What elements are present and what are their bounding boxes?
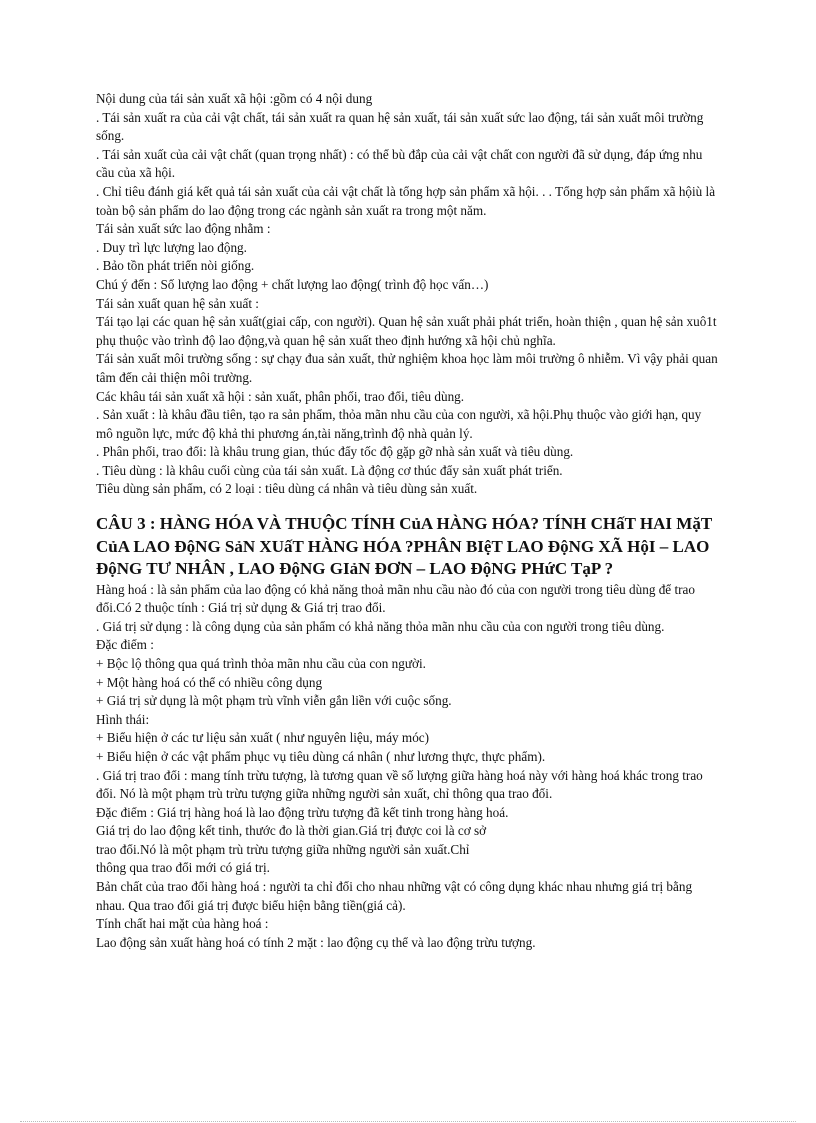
paragraph: . Bảo tồn phát triển nòi giống.	[96, 258, 255, 274]
paragraph: Hàng hoá : là sản phẩm của lao động có khả năng thoả mãn nhu cầu nào đó của con người trong tiêu dùng để trao đổi.Có 2 thuộc tính : Giá trị sử dụng & Giá trị trao đổi.	[96, 581, 695, 616]
paragraph: + Một hàng hoá có thể có nhiều công dụng	[96, 674, 323, 690]
paragraph: . Chỉ tiêu đánh giá kết quả tái sản xuất của cải vật chất là tổng hợp sản phẩm xã hội. . . Tổng hợp sản phẩm xã hộiù là toàn bộ sản phẩm do lao động trong các ngành sản xuất ra trong một năm.	[96, 183, 716, 218]
paragraph: Tái sản xuất quan hệ sản xuất :	[96, 295, 259, 311]
paragraph: Giá trị do lao động kết tinh, thước đo là thời gian.Giá trị được coi là cơ sở	[96, 823, 487, 839]
paragraph: trao đổi.Nó là một phạm trù trừu tượng giữa những người sản xuất.Chỉ	[96, 841, 470, 857]
paragraph: Các khâu tái sản xuất xã hội : sản xuất, phân phối, trao đổi, tiêu dùng.	[96, 388, 465, 404]
paragraph: Bản chất của trao đổi hàng hoá : người ta chỉ đổi cho nhau những vật có công dụng khác nhau nhưng giá trị bằng nhau. Qua trao đổi giá trị được biểu hiện bằng tiền(giá cả).	[96, 879, 693, 913]
paragraph: Đặc điểm :	[96, 637, 154, 653]
section-reproduction	[96, 90, 720, 499]
spacer	[96, 499, 720, 513]
paragraph: + Biểu hiện ở các vật phẩm phục vụ tiêu dùng cá nhân ( như lương thực, thực phẩm).	[96, 748, 546, 764]
section-commodity	[96, 581, 720, 953]
paragraph: + Giá trị sử dụng là một phạm trù vĩnh viễn gắn liền với cuộc sống.	[96, 693, 452, 709]
paragraph: Tái sản xuất môi trường sống : sự chạy đua sản xuất, thử nghiệm khoa học làm môi trường ô nhiễm. Vì vậy phải quan tâm đến cải thiện môi trường.	[96, 351, 718, 385]
paragraph: Đặc điểm : Giá trị hàng hoá là lao động trừu tượng đã kết tinh trong hàng hoá.	[96, 804, 509, 820]
paragraph: thông qua trao đổi mới có giá trị.	[96, 860, 270, 876]
paragraph: Hình thái:	[96, 711, 150, 727]
paragraph: Tái sản xuất sức lao động nhằm :	[96, 221, 271, 237]
paragraph: . Tái sản xuất của cải vật chất (quan trọng nhất) : có thể bù đắp của cải vật chất con người đã sử dụng, đáp ứng nhu cầu của xã hội.	[96, 146, 703, 181]
paragraph: + Bộc lộ thông qua quá trình thỏa mãn nhu cầu của con người.	[96, 655, 426, 671]
paragraph: . Giá trị sử dụng : là công dụng của sản phẩm có khả năng thỏa mãn nhu cầu của con người trong tiêu dùng.	[96, 618, 665, 634]
paragraph: . Duy trì lực lượng lao động.	[96, 239, 247, 255]
paragraph: . Giá trị trao đổi : mang tính trừu tượng, là tương quan về số lượng giữa hàng hoá này với hàng hoá khác trong trao đổi. Nó là một phạm trù trừu tượng giữa những người sản xuất, chỉ thông qua trao đổi.	[96, 767, 703, 802]
paragraph: Chú ý đến : Số lượng lao động + chất lượng lao động( trình độ học vấn…)	[96, 276, 489, 292]
page-bottom-rule	[20, 1121, 796, 1122]
paragraph: Tiêu dùng sản phẩm, có 2 loại : tiêu dùng cá nhân và tiêu dùng sản xuất.	[96, 481, 478, 497]
paragraph: Nội dung của tái sản xuất xã hội :gồm có 4 nội dung	[96, 91, 373, 106]
paragraph: . Tiêu dùng : là khâu cuối cùng của tái sản xuất. Là động cơ thúc đẩy sản xuất phát triển.	[96, 462, 563, 478]
paragraph: . Sản xuất : là khâu đầu tiên, tạo ra sản phẩm, thỏa mãn nhu cầu của con người, xã hội.Phụ thuộc vào giới hạn, quy mô nguồn lực, mức độ khả thi phương án,tài năng,trình độ nhà quản lý.	[96, 407, 702, 441]
paragraph: + Biểu hiện ở các tư liệu sản xuất ( như nguyên liệu, máy móc)	[96, 730, 430, 746]
paragraph: Tái tạo lại các quan hệ sản xuất(giai cấp, con người). Quan hệ sản xuất phải phát triển, hoàn thiện , quan hệ sản xuô1t phụ thuộc vào trình độ lao động,và quan hệ sản xuất theo định hướng xã hội chủ nghĩa.	[96, 314, 717, 348]
paragraph: . Tái sản xuất ra của cải vật chất, tái sản xuất ra quan hệ sản xuất, tái sản xuất sức lao động, tái sản xuất môi trường sống.	[96, 109, 704, 144]
paragraph: Tính chất hai mặt của hàng hoá :	[96, 916, 269, 932]
section-heading: CÂU 3 : HÀNG HÓA VÀ THUỘC TÍNH CủA HÀNG HÓA? TÍNH CHấT HAI MặT CủA LAO ĐộNG SảN XUấT HÀNG HÓA ?PHÂN BIệT LAO ĐộNG XÃ HộI – LAO ĐộNG TƯ NHÂN , LAO ĐộNG GIảN ĐƠN – LAO ĐộNG PHứC TạP ?	[96, 514, 712, 579]
document-page	[96, 90, 720, 952]
paragraph: . Phân phối, trao đổi: là khâu trung gian, thúc đẩy tốc độ gặp gỡ nhà sản xuất và tiêu dùng.	[96, 444, 574, 460]
paragraph: Lao động sản xuất hàng hoá có tính 2 mặt : lao động cụ thể và lao động trừu tượng.	[96, 934, 536, 950]
